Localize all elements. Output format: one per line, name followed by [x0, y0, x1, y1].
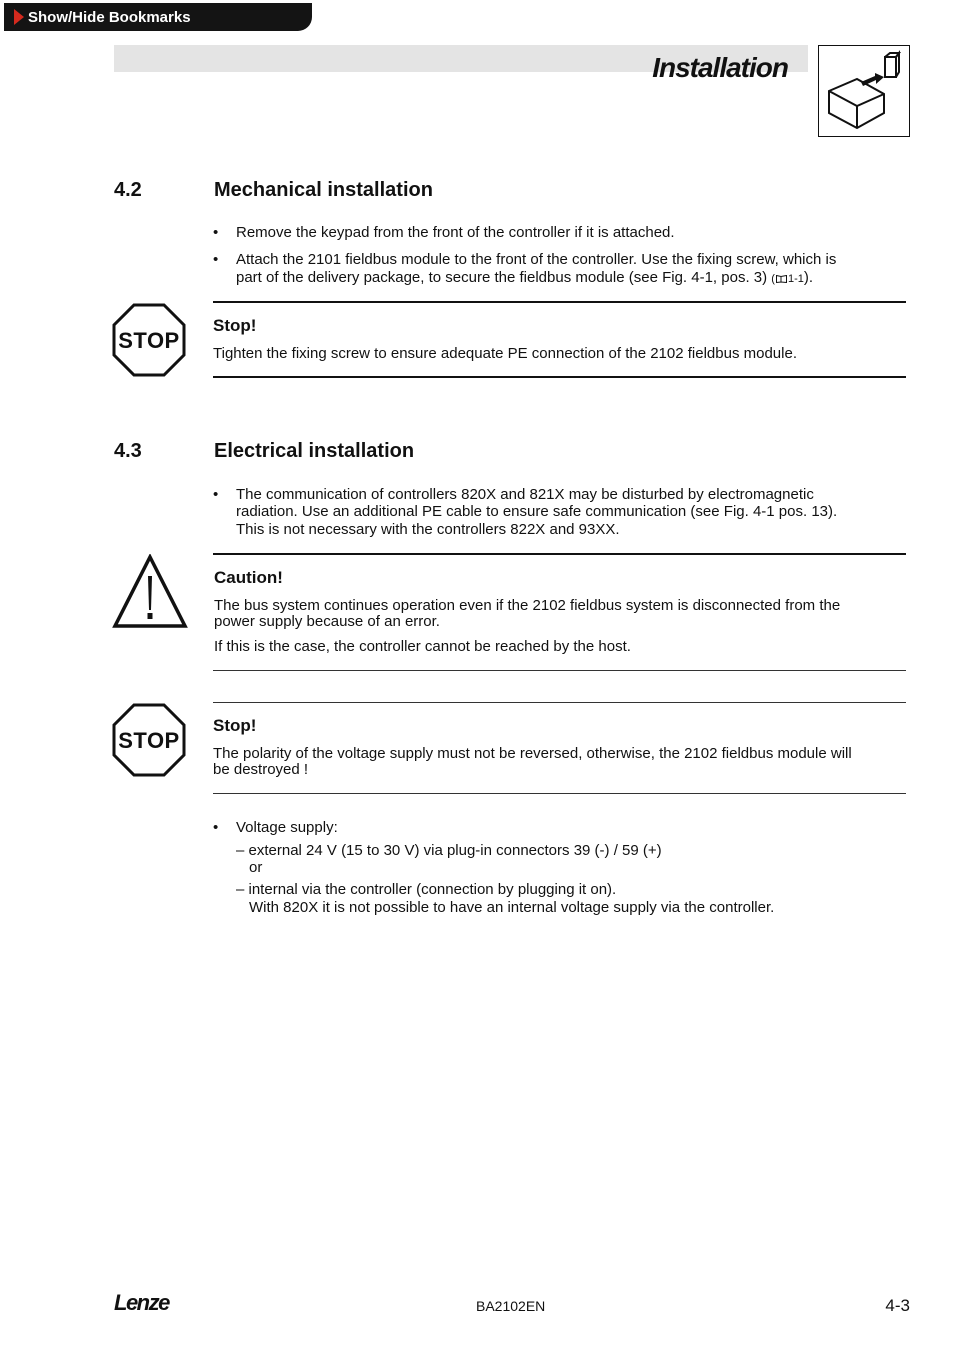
- note-title: Caution!: [214, 568, 283, 587]
- bullet-text: Attach the 2101 fieldbus module to the front of the controller. Use the fixing screw, which is: [236, 251, 837, 268]
- divider: [213, 702, 906, 703]
- list-item-note: With 820X it is not possible to have an internal voltage supply via the controller.: [249, 899, 775, 916]
- bullet-text: radiation. Use an additional PE cable to ensure safe communication (see Fig. 4-1 pos. 13).: [236, 503, 838, 520]
- page-title: Installation: [652, 52, 788, 83]
- note-text: be destroyed !: [213, 761, 309, 778]
- bookmarks-label: Show/Hide Bookmarks: [28, 8, 191, 26]
- note-title: Stop!: [213, 716, 257, 735]
- brand-logo: Lenze: [114, 1290, 169, 1315]
- note-text: power supply because of an error.: [214, 613, 440, 630]
- bullet-icon: •: [213, 486, 219, 503]
- bullet-text: Remove the keypad from the front of the controller if it is attached.: [236, 224, 675, 241]
- book-icon: [776, 271, 787, 279]
- stop-sign-icon: [112, 303, 186, 382]
- show-hide-bookmarks-button[interactable]: [4, 3, 312, 31]
- page-number: 4-3: [885, 1296, 910, 1315]
- bullet-icon: •: [213, 251, 219, 268]
- divider: [213, 793, 906, 794]
- divider: [213, 301, 906, 303]
- divider: [213, 670, 906, 671]
- list-item-or: or: [249, 859, 263, 876]
- warning-triangle-icon: [112, 554, 188, 635]
- note-title: Stop!: [213, 316, 257, 335]
- stop-icon-text: STOP: [118, 328, 180, 353]
- list-item: – internal via the controller (connection by plugging it on).: [236, 881, 617, 898]
- list-item: – external 24 V (15 to 30 V) via plug-in connectors 39 (-) / 59 (+): [236, 842, 662, 859]
- note-text: The bus system continues operation even if the 2102 fieldbus system is disconnected from the: [214, 597, 841, 614]
- section-number: 4.2: [114, 179, 142, 201]
- section-number: 4.3: [114, 440, 142, 462]
- bullet-icon: •: [213, 819, 219, 836]
- bullet-text-continued: [236, 269, 813, 288]
- note-text: If this is the case, the controller cannot be reached by the host.: [214, 638, 631, 655]
- divider: [213, 376, 906, 378]
- section-title: Mechanical installation: [214, 179, 433, 201]
- ref-close: ).: [803, 269, 814, 286]
- note-text: The polarity of the voltage supply must not be reversed, otherwise, the 2102 fieldbus module will: [213, 745, 852, 762]
- bullet-text: This is not necessary with the controllers 822X and 93XX.: [236, 521, 620, 538]
- reference: [771, 273, 804, 285]
- section-title: Electrical installation: [214, 440, 415, 462]
- stop-sign-icon: [112, 703, 186, 782]
- module-insert-icon: [818, 45, 910, 137]
- document-code: BA2102EN: [476, 1298, 546, 1314]
- stop-icon-text: STOP: [118, 728, 180, 753]
- bullet-text: part of the delivery package, to secure the fieldbus module (see Fig. 4-1, pos. 3): [236, 269, 768, 286]
- bullet-text: Voltage supply:: [236, 819, 338, 836]
- ref-page: 1-1: [787, 273, 804, 285]
- triangle-right-icon: [14, 9, 24, 25]
- note-text: Tighten the fixing screw to ensure adequate PE connection of the 2102 fieldbus module.: [213, 345, 797, 362]
- bullet-text: The communication of controllers 820X and 821X may be disturbed by electromagnetic: [236, 486, 814, 503]
- divider: [213, 553, 906, 555]
- ref-open: (: [771, 273, 775, 285]
- bullet-icon: •: [213, 224, 219, 241]
